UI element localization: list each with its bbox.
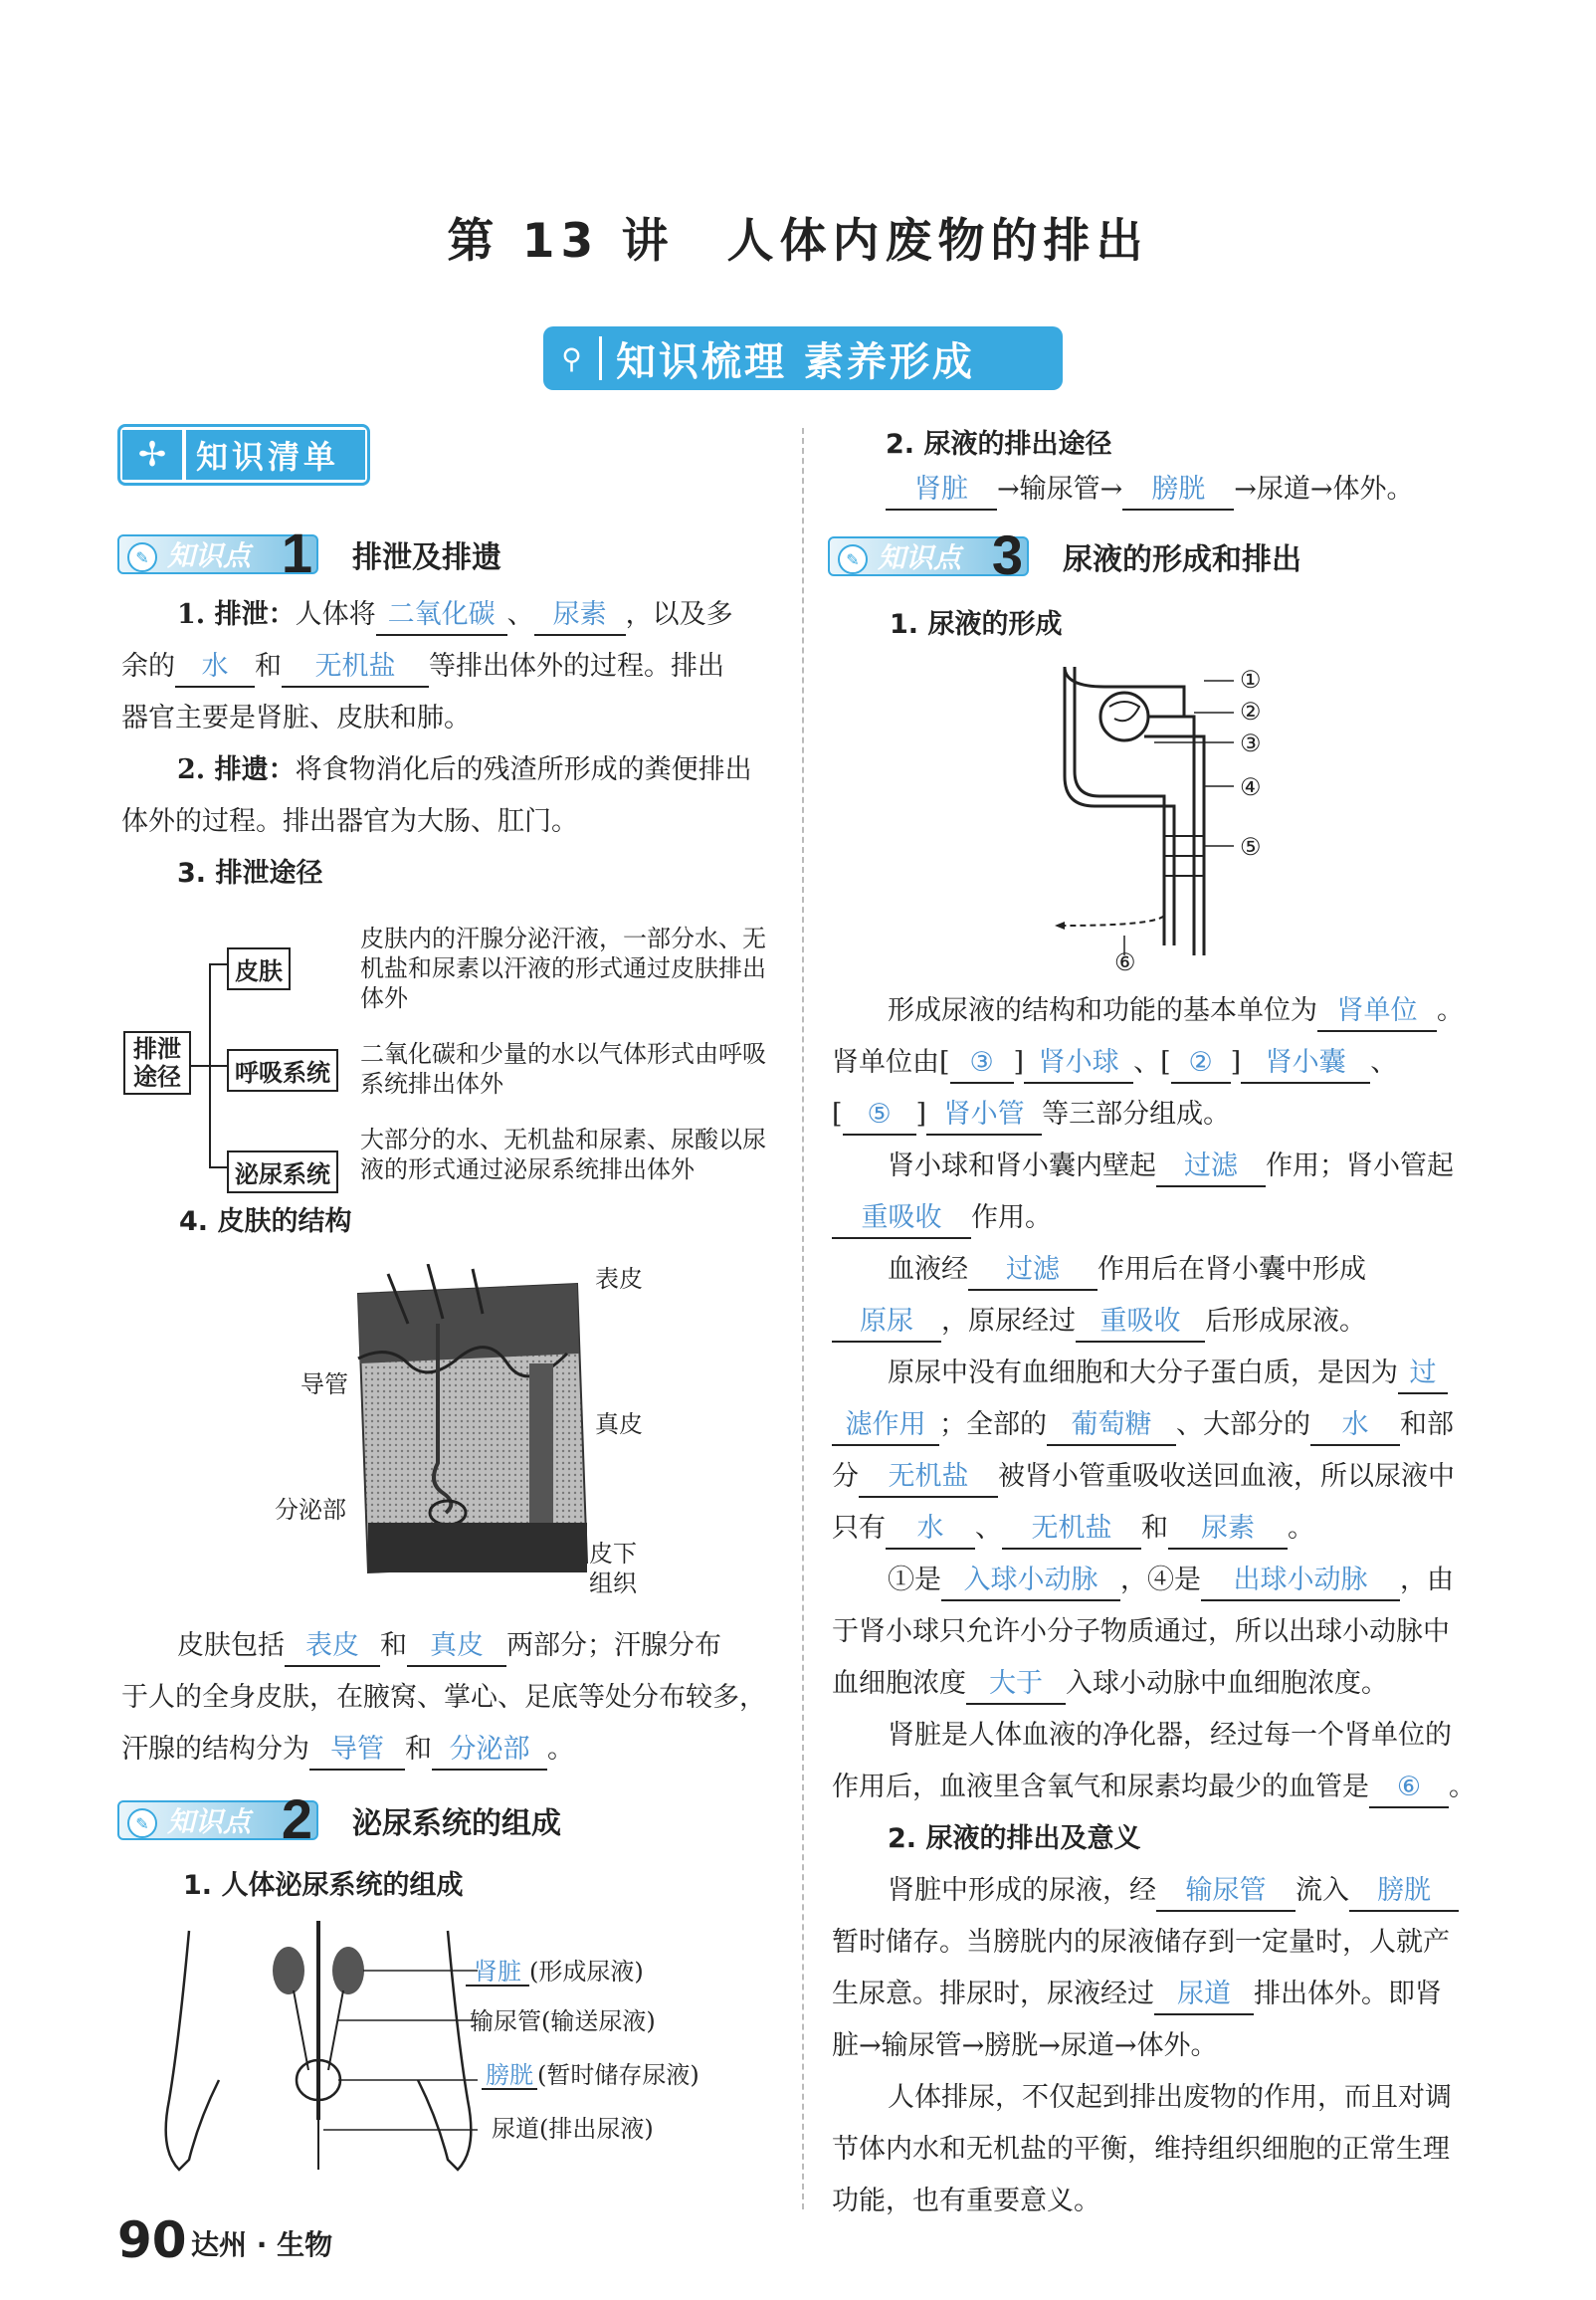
magnifier-icon: ✎ <box>838 544 868 574</box>
answer-blank: 水 <box>175 648 255 688</box>
knowledge-list-label: 知识清单 <box>186 430 365 480</box>
paragraph: 2. 排遗：将食物消化后的残渣所形成的粪便排出 <box>177 754 752 785</box>
answer-blank: 输尿管 <box>1156 1872 1296 1912</box>
answer-blank: 二氧化碳 <box>376 596 507 636</box>
nephron-mark-4: ④ <box>1240 773 1262 801</box>
skin-label-secretory: 分泌部 <box>275 1496 346 1524</box>
paragraph: 于肾小球只允许小分子物质通过，所以出球小动脉中 <box>832 1616 1450 1647</box>
paragraph: 作用后，血液里含氧气和尿素均最少的血管是 ⑥ 。 <box>832 1762 1498 1813</box>
paragraph: 器官主要是肾脏、皮肤和肺。 <box>121 703 471 733</box>
paragraph: 血细胞浓度 大于 入球小动脉中血细胞浓度。 <box>832 1658 1498 1710</box>
paragraph: 肾小球和肾小囊内壁起 过滤 作用；肾小管起 <box>832 1141 1498 1192</box>
paragraph: 于人的全身皮肤，在腋窝、掌心、足底等处分布较多， <box>121 1682 766 1713</box>
answer-blank: 重吸收 <box>1076 1303 1205 1343</box>
footer-text: 达州 · 生物 <box>191 2228 333 2261</box>
paragraph: 肾脏中形成的尿液，经 输尿管 流入 膀胱 <box>832 1865 1498 1917</box>
answer-blank: 肾小管 <box>926 1096 1042 1136</box>
subheading: 3. 排泄途径 <box>177 858 323 889</box>
branch-skin-box: 皮肤 <box>227 947 291 990</box>
nephron-mark-5: ⑤ <box>1240 833 1262 861</box>
answer-blank: 重吸收 <box>832 1199 971 1239</box>
subheading: 2. 尿液的排出途径 <box>886 429 1112 460</box>
knowledge-point-tag: ✎ 知识点 3 <box>828 536 1029 576</box>
answer-blank: 出球小动脉 <box>1201 1562 1400 1601</box>
answer-blank: 大于 <box>966 1665 1066 1705</box>
answer-blank: 肾单位 <box>1317 992 1437 1032</box>
section-banner <box>543 326 1063 390</box>
paragraph: 肾单位由[ ③ ] 肾小球 、[ ② ] 肾小囊 、 <box>832 1037 1498 1089</box>
answer-blank: 入球小动脉 <box>941 1562 1120 1601</box>
skin-label-epidermis: 表皮 <box>595 1265 643 1293</box>
answer-blank: 过滤 <box>1156 1148 1266 1187</box>
paragraph: 形成尿液的结构和功能的基本单位为 肾单位 。 <box>832 985 1498 1037</box>
urinary-label-bladder: 膀胱 (暂时储存尿液) <box>482 2060 699 2090</box>
urinary-label-urethra: 尿道(排出尿液) <box>492 2115 654 2143</box>
paragraph: 节体内水和无机盐的平衡，维持组织细胞的正常生理 <box>832 2134 1450 2165</box>
magnifier-icon: ✎ <box>127 1808 157 1838</box>
subheading: 1. 人体泌尿系统的组成 <box>183 1870 464 1901</box>
answer-blank: 原尿 <box>832 1303 941 1343</box>
answer-blank: 尿素 <box>534 596 626 636</box>
branch-respiratory-text: 二氧化碳和少量的水以气体形式由呼吸系统排出体外 <box>360 1040 766 1098</box>
nephron-mark-2: ② <box>1240 698 1262 726</box>
knowledge-point-name: 泌尿系统的组成 <box>352 1806 561 1841</box>
branch-urinary-box: 泌尿系统 <box>227 1150 338 1193</box>
knowledge-list-header <box>117 424 370 486</box>
answer-blank: 无机盐 <box>1002 1510 1141 1550</box>
paragraph: 余的 水 和 无机盐 等排出体外的过程。排出 <box>121 641 788 693</box>
paragraph: 功能，也有重要意义。 <box>832 2186 1100 2216</box>
answer-blank: 真皮 <box>407 1627 506 1667</box>
paragraph: 滤作用 ；全部的 葡萄糖 、大部分的 水 和部 <box>832 1399 1498 1451</box>
paragraph: 原尿中没有血细胞和大分子蛋白质，是因为 过 <box>832 1348 1498 1399</box>
answer-blank: 尿素 <box>1168 1510 1288 1550</box>
answer-blank: 膀胱 <box>482 2062 537 2090</box>
urinary-system-diagram <box>149 1921 796 2180</box>
answer-blank: 过滤 <box>968 1251 1097 1291</box>
page-title: 第 13 讲 人体内废物的排出 <box>447 214 1149 269</box>
paragraph: 暂时储存。当膀胱内的尿液储存到一定量时，人就产 <box>832 1927 1450 1958</box>
paragraph: 脏→输尿管→膀胱→尿道→体外。 <box>832 2030 1218 2061</box>
section-banner-label: 知识梳理 素养形成 <box>616 338 975 385</box>
answer-blank: 葡萄糖 <box>1047 1406 1176 1446</box>
urinary-label-ureter: 输尿管(输送尿液) <box>470 2007 656 2035</box>
answer-blank: 导管 <box>309 1731 405 1771</box>
knowledge-point-tag: ✎ 知识点 1 <box>117 534 318 574</box>
urinary-label-kidney: 肾脏 (形成尿液) <box>466 1957 644 1986</box>
answer-blank: 分泌部 <box>432 1731 547 1771</box>
paragraph: 1. 排泄：人体将 二氧化碳 、 尿素 ，以及多 <box>121 589 788 641</box>
paragraph: 原尿 ，原尿经过 重吸收 后形成尿液。 <box>832 1296 1498 1348</box>
subheading: 2. 尿液的排出及意义 <box>888 1823 1141 1854</box>
answer-blank: 水 <box>1310 1406 1400 1446</box>
magnifier-icon: ✎ <box>127 542 157 572</box>
skin-label-dermis: 真皮 <box>595 1410 643 1438</box>
answer-blank: 肾脏 <box>466 1959 529 1986</box>
paragraph: 血液经 过滤 作用后在肾小囊中形成 <box>832 1244 1498 1296</box>
branch-skin-text: 皮肤内的汗腺分泌汗液，一部分水、无机盐和尿素以汗液的形式通过皮肤排出体外 <box>360 925 766 1012</box>
knowledge-point-tag: ✎ 知识点 2 <box>117 1800 318 1840</box>
paragraph: 只有 水 、 无机盐 和 尿素 。 <box>832 1503 1498 1555</box>
page-number: 90 <box>117 2211 187 2269</box>
nephron-mark-3: ③ <box>1240 730 1262 757</box>
paragraph: 重吸收 作用。 <box>832 1192 1498 1244</box>
paragraph: 分 无机盐 被肾小管重吸收送回血液，所以尿液中 <box>832 1451 1498 1503</box>
paragraph: 人体排尿，不仅起到排出废物的作用，而且对调 <box>888 2082 1452 2113</box>
skin-structure-diagram <box>269 1264 667 1602</box>
paragraph: 体外的过程。排出器官为大肠、肛门。 <box>121 806 578 837</box>
answer-blank: 肾脏 <box>886 471 997 511</box>
answer-blank: 尿道 <box>1154 1976 1254 2015</box>
answer-blank: 膀胱 <box>1349 1872 1459 1912</box>
knowledge-point-2 <box>117 1787 561 1850</box>
section-3-text <box>832 985 1498 2227</box>
skin-label-duct: 导管 <box>300 1370 348 1398</box>
answer-blank: 水 <box>886 1510 975 1550</box>
paragraph: 皮肤包括 表皮 和 真皮 两部分；汗腺分布 <box>121 1620 788 1672</box>
subheading: 1. 尿液的形成 <box>890 609 1063 640</box>
answer-blank: ⑤ <box>843 1096 916 1136</box>
answer-blank: 表皮 <box>285 1627 380 1667</box>
nephron-diagram <box>1045 657 1323 975</box>
cross-arrows-icon: ✢ <box>122 430 182 480</box>
paragraph: ①是 入球小动脉 ，④是 出球小动脉 ，由 <box>832 1555 1498 1606</box>
knowledge-point-name: 排泄及排遗 <box>352 540 501 575</box>
tree-root-box: 排泄途径 <box>123 1031 191 1095</box>
answer-blank: ⑥ <box>1369 1769 1449 1808</box>
subheading: 4. 皮肤的结构 <box>179 1206 352 1237</box>
knowledge-point-3 <box>828 523 1301 586</box>
answer-blank: 无机盐 <box>859 1458 998 1498</box>
paragraph: 肾脏是人体血液的净化器，经过每一个肾单位的 <box>888 1720 1452 1751</box>
nephron-mark-6: ⑥ <box>1114 948 1136 976</box>
urine-route: 肾脏 →输尿管→ 膀胱 →尿道→体外。 <box>886 464 1502 516</box>
column-divider <box>802 428 804 2209</box>
branch-respiratory-box: 呼吸系统 <box>227 1049 338 1092</box>
answer-blank: 滤作用 <box>832 1406 939 1446</box>
answer-blank: 肾小囊 <box>1241 1044 1370 1084</box>
answer-blank: 过 <box>1398 1355 1448 1394</box>
excretion-pathways-tree <box>123 925 800 1188</box>
answer-blank: 膀胱 <box>1122 471 1234 511</box>
paragraph: [ ⑤ ] 肾小管 等三部分组成。 <box>832 1089 1498 1141</box>
knowledge-point-1 <box>117 522 501 584</box>
human-body-outline <box>149 1921 478 2180</box>
paragraph: 生尿意。排尿时，尿液经过 尿道 排出体外。即肾 <box>832 1969 1498 2020</box>
runner-icon: ⚲ <box>559 336 602 380</box>
answer-blank: ② <box>1171 1044 1231 1084</box>
skin-label-subcutaneous: 皮下组织 <box>589 1540 637 1597</box>
knowledge-point-name: 尿液的形成和排出 <box>1063 542 1301 577</box>
answer-blank: 无机盐 <box>282 648 429 688</box>
branch-urinary-text: 大部分的水、无机盐和尿素、尿酸以尿液的形式通过泌尿系统排出体外 <box>360 1126 766 1183</box>
section-1-text <box>121 589 788 900</box>
nephron-mark-1: ① <box>1240 666 1262 694</box>
answer-blank: ③ <box>950 1044 1014 1084</box>
paragraph: 汗腺的结构分为 导管 和 分泌部 。 <box>121 1724 788 1776</box>
answer-blank: 肾小球 <box>1024 1044 1133 1084</box>
skin-paragraph <box>121 1620 788 1776</box>
